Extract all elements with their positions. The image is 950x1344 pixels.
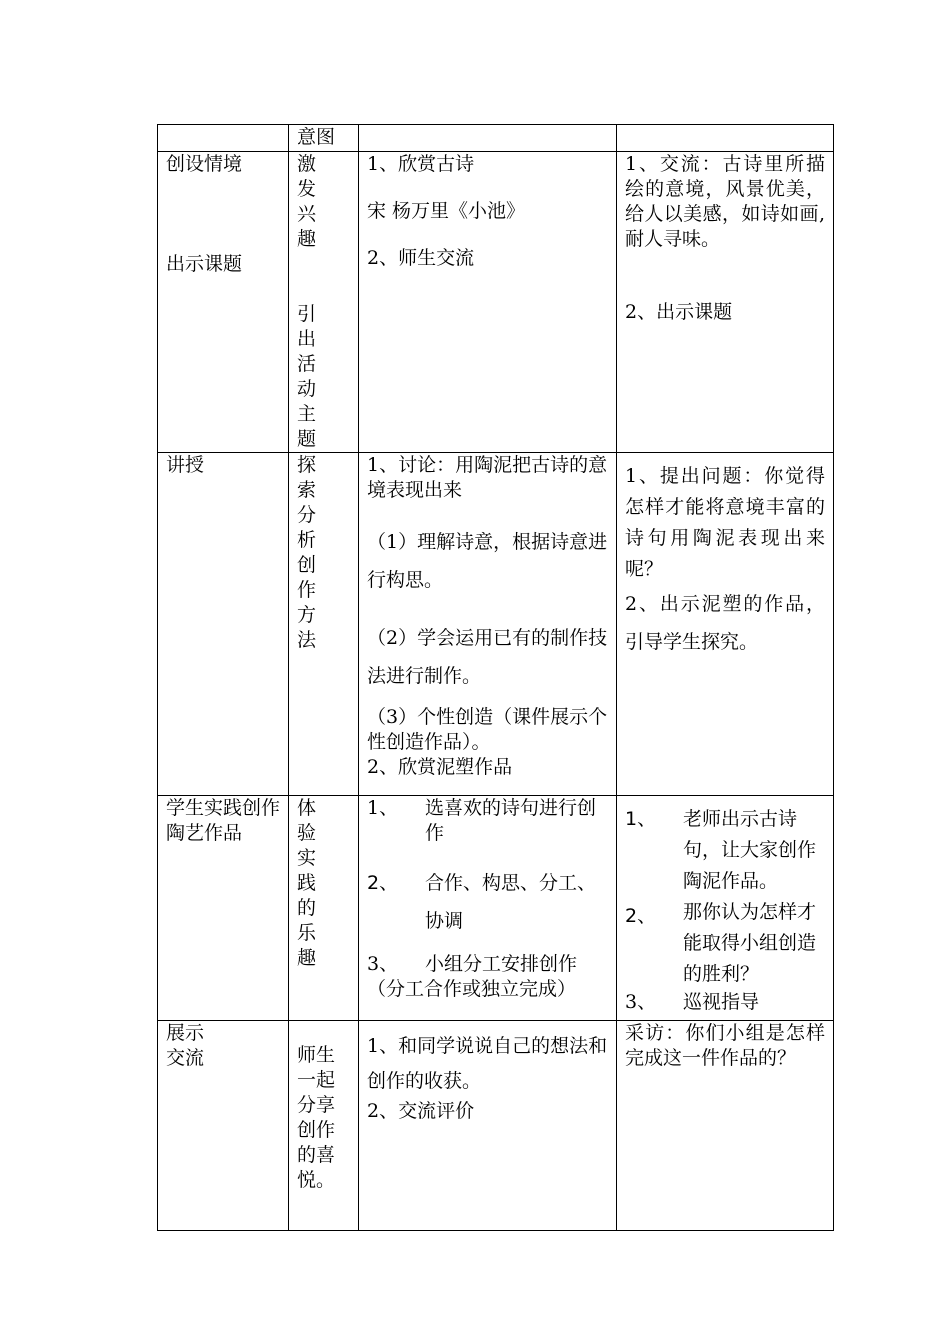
- table-cell: [359, 1021, 617, 1231]
- list-item: 2、 合作、构思、分工、协调: [367, 872, 597, 932]
- cell-text: 1、交流：古诗里所描绘的意境，风景优美，给人以美感，如诗如画,耐人寻味。: [625, 153, 825, 250]
- cell-text: 2、出示课题: [625, 301, 733, 323]
- cell-text: 宋 杨万里《小池》: [367, 200, 526, 222]
- table-cell: [359, 453, 617, 796]
- table-row: [158, 453, 834, 796]
- cell-text: 1、提出问题：你觉得怎样才能将意境丰富的诗句用陶泥表现出来呢？: [625, 465, 825, 580]
- cell-text: 2、欣赏泥塑作品: [367, 756, 513, 778]
- table-cell: [617, 1021, 834, 1231]
- table-cell: [158, 1021, 289, 1231]
- table-cell: [289, 125, 359, 152]
- cell-text: 讲授: [166, 454, 205, 476]
- table-cell: [158, 125, 289, 152]
- list-item: 1、 选喜欢的诗句进行创作: [367, 797, 597, 844]
- table-cell: [289, 1021, 359, 1231]
- cell-text: 体验实践的乐趣: [297, 797, 326, 969]
- cell-text: 2、出示泥塑的作品，引导学生探究。: [625, 593, 825, 653]
- cell-text: 1、讨论：用陶泥把古诗的意境表现出来: [367, 454, 608, 501]
- cell-text: 2、师生交流: [367, 247, 475, 269]
- table-cell: [617, 125, 834, 152]
- table-cell: [617, 796, 834, 1021]
- cell-text: 交流: [166, 1047, 205, 1069]
- table-cell: [158, 152, 289, 453]
- table-cell: [359, 152, 617, 453]
- table-cell: [289, 796, 359, 1021]
- list-item: 3、 小组分工安排创作: [367, 953, 578, 975]
- table-row: [158, 796, 834, 1021]
- cell-text: 师生一起分享创作的喜悦。: [297, 1044, 336, 1191]
- table-cell: [617, 152, 834, 453]
- cell-text: 1、和同学说说自己的想法和创作的收获。: [367, 1035, 608, 1092]
- table-cell: [359, 796, 617, 1021]
- cell-text: 1、欣赏古诗: [367, 153, 475, 175]
- table-row: [158, 125, 834, 152]
- cell-text: 学生实践创作陶艺作品: [166, 797, 281, 844]
- table-cell: [359, 125, 617, 152]
- table-cell: [158, 453, 289, 796]
- cell-text: （1）理解诗意，根据诗意进行构思。: [367, 531, 608, 591]
- cell-text: 出示课题: [166, 253, 243, 275]
- cell-text: 意图: [297, 126, 336, 148]
- list-item: 2、 那你认为怎样才能取得小组创造的胜利？: [625, 901, 817, 985]
- cell-text: 2、交流评价: [367, 1100, 475, 1122]
- table-cell: [617, 453, 834, 796]
- cell-text: （分工合作或独立完成）: [367, 978, 577, 1000]
- cell-text: （3）个性创造（课件展示个性创造作品）。: [367, 706, 608, 753]
- table-cell: [289, 152, 359, 453]
- lesson-plan-table: [157, 124, 834, 1231]
- table-cell: [289, 453, 359, 796]
- cell-text: （2）学会运用已有的制作技法进行制作。: [367, 627, 608, 687]
- list-item: 1、 老师出示古诗句，让大家创作陶泥作品。: [625, 808, 817, 892]
- cell-text: 采访：你们小组是怎样完成这一件作品的？: [625, 1022, 825, 1069]
- cell-text: 探索分析创作方法: [297, 454, 326, 651]
- table-row: [158, 1021, 834, 1231]
- table-cell: [158, 796, 289, 1021]
- cell-text: 创设情境: [166, 153, 243, 175]
- cell-text: 激发兴趣: [297, 153, 326, 250]
- table-row: [158, 152, 834, 453]
- list-item: 3、 巡视指导: [625, 991, 760, 1013]
- cell-text: 展示: [166, 1022, 205, 1044]
- cell-text: 引出活动主题: [297, 303, 326, 450]
